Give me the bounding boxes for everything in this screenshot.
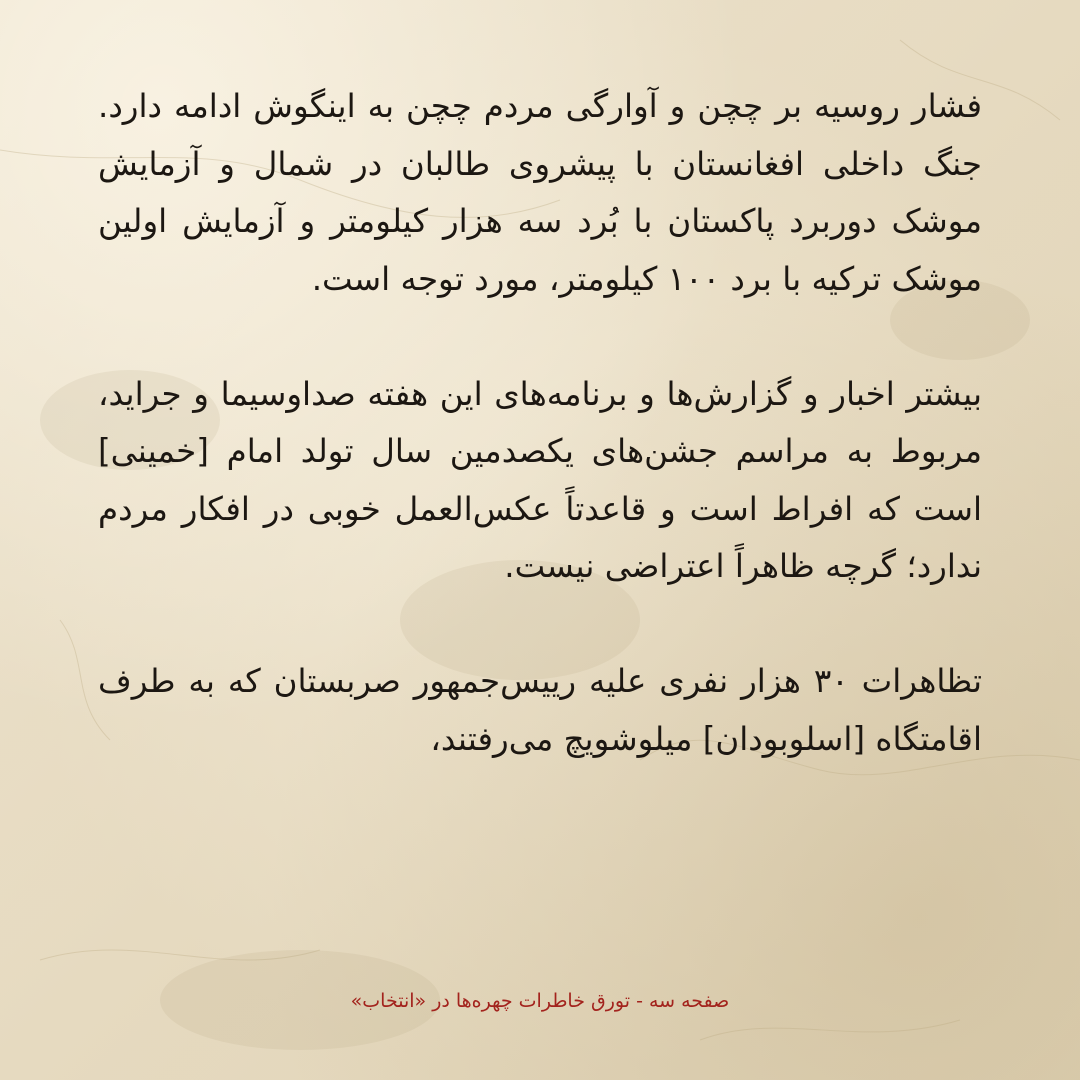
page-caption: صفحه سه - تورق خاطرات چهره‌ها در «انتخاب» (350, 990, 730, 1012)
paragraph-3: تظاهرات ۳۰ هزار نفری علیه رییس‌جمهور صربستان که به طرف اقامتگاه [اسلوبودان] میلوشویچ می‌رفتند، (98, 662, 982, 758)
article-body (98, 78, 982, 768)
paragraph-1: فشار روسیه بر چچن و آوارگی مردم چچن به اینگوش ادامه دارد. جنگ داخلی افغانستان با پیشروی طالبان در شمال و آزمایش موشک دوربرد پاکستان با بُرد سه هزار کیلومتر و آزمایش اولین موشک ترکیه با برد ۱۰۰ کیلومتر، مورد توجه است. (98, 87, 982, 298)
paragraph-2: بیشتر اخبار و گزارش‌ها و برنامه‌های این هفته صداوسیما و جراید، مربوط به مراسم جشن‌های یکصدمین سال تولد امام [خمینی] است که افراط است و قاعدتاً عکس‌العمل خوبی در افکار مردم ندارد؛ گرچه ظاهراً اعتراضی نیست. (98, 374, 982, 585)
